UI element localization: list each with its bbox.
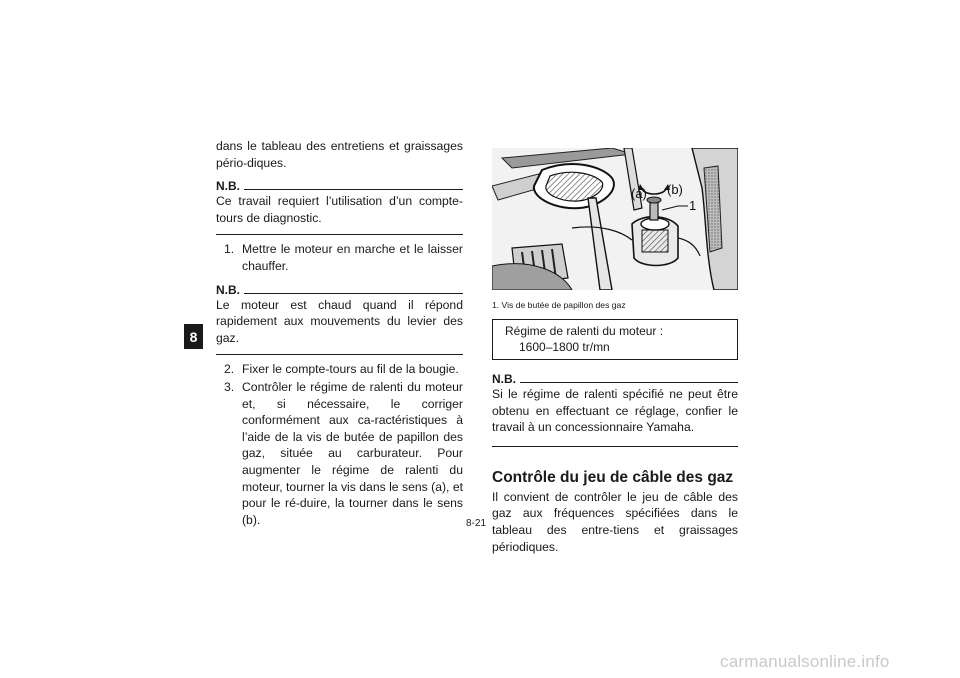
callout-number: 1 [689, 198, 697, 213]
nb-end-rule [216, 234, 463, 235]
nb-end-rule [216, 354, 463, 355]
steps-list-b [216, 361, 463, 528]
intro-paragraph: dans le tableau des entretiens et graissages pério-diques. [216, 139, 463, 170]
steps-list-a [216, 241, 463, 274]
nb-text: Le moteur est chaud quand il répond rapidement aux mouvements du levier des gaz. [216, 297, 463, 345]
step-number: 1. [224, 242, 235, 257]
step-item [216, 361, 463, 378]
nb-header [492, 372, 738, 386]
spec-value: 1600–1800 tr/mn [519, 340, 610, 354]
nb-header [216, 179, 463, 193]
step-number: 3. [224, 379, 235, 394]
nb-rule [244, 293, 463, 294]
step-number: 2. [224, 362, 235, 377]
step-text: Mettre le moteur en marche et le laisser chauffer. [242, 242, 463, 273]
nb-label: N.B. [216, 179, 240, 194]
nb-rule [520, 382, 738, 383]
watermark: carmanualsonline.info [720, 652, 890, 671]
chapter-tab: 8 [184, 324, 203, 349]
step-item [216, 241, 463, 274]
label-b: (b) [667, 182, 683, 197]
nb-text: Ce travail requiert l’utilisation d’un compte-tours de diagnostic. [216, 194, 463, 225]
nb-header [216, 283, 463, 297]
step-text: Fixer le compte-tours au fil de la bougie. [242, 362, 459, 377]
spec-label: Régime de ralenti du moteur : [505, 324, 664, 338]
section-title: Contrôle du jeu de câble des gaz [492, 468, 734, 486]
nb-text: Si le régime de ralenti spécifié ne peut être obtenu en effectuant ce réglage, confier le travail à un concessionnaire Yamaha. [492, 387, 738, 435]
spec-box [492, 319, 738, 360]
left-column [216, 138, 463, 529]
nb-label: N.B. [492, 372, 516, 386]
section-paragraph: Il convient de contrôler le jeu de câble des gaz aux fréquences spécifiées dans le tableau des entre-tiens et graissages périodiques. [492, 489, 738, 554]
page-number: 8-21 [466, 518, 487, 529]
carburetor-figure [492, 148, 738, 290]
step-item [216, 379, 463, 528]
nb-label: N.B. [216, 282, 240, 297]
nb-end-rule [492, 446, 738, 447]
right-column [492, 148, 738, 555]
carburetor-illustration [492, 148, 738, 290]
step-text: Contrôler le régime de ralenti du moteur et, si nécessaire, le corriger conformément aux ca-ractéristiques à l’aide de la vis de butée de papillon des gaz, située au carburateur. Pour augmenter le régime de ralenti du moteur, tourner la vis dans le sens (a), et pour le ré-duire, la tourner dans le sens (b). [242, 379, 463, 527]
label-a: (a) [631, 186, 647, 201]
nb-rule [244, 189, 463, 190]
figure-caption: 1. Vis de butée de papillon des gaz [492, 300, 626, 310]
